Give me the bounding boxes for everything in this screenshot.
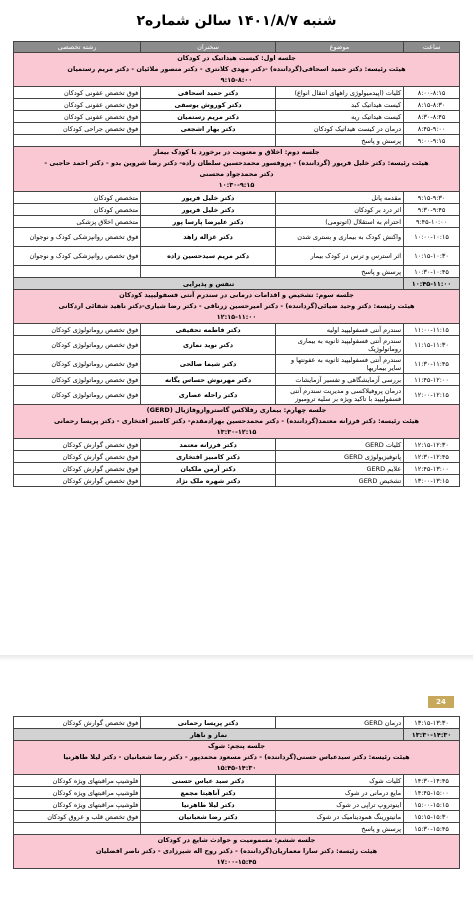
table-row: [14, 247, 460, 266]
session-header-line: هیئت رئیسه: دکتر خلیل فریور (گرداننده) - پروفسور محمدحسین سلطان زاده- دکتر رضا شروین بدو - دکتر احمد حاجبی -: [44, 159, 429, 167]
session-header-cell: [14, 147, 460, 192]
cell-topic: احترام به استقلال (اتونومی): [275, 216, 403, 228]
session-header-line: جلسه ششم: مسمومیت و حوادث شایع در کودکان: [157, 836, 316, 844]
session-header-cell: [14, 835, 460, 869]
cell-specialty: فوق تخصص گوارش کودکان: [14, 475, 141, 487]
table-row: [14, 228, 460, 247]
cell-time: ۱۲:۴۵-۱۳:۰۰: [404, 463, 460, 475]
session-header-row: [14, 835, 460, 869]
table-row: [14, 475, 460, 487]
page-title: شنبه ۱۴۰۱/۸/۷ سالن شماره۲: [136, 13, 337, 29]
cell-specialty: متخصص کودکان: [14, 192, 141, 204]
cell-time: ۹:۳۰-۹:۴۵: [404, 204, 460, 216]
table-row: [14, 811, 460, 823]
cell-time: ۱۵:۰۰-۱۵:۱۵: [404, 799, 460, 811]
column-header-time: ساعت: [404, 42, 460, 53]
table-row: [14, 374, 460, 386]
break-row: [14, 278, 460, 290]
cell-time: ۱۱:۱۵-۱۱:۳۰: [404, 336, 460, 355]
cell-speaker: دکتر سید عباس حسنی: [141, 775, 276, 787]
table-row: [14, 775, 460, 787]
cell-speaker: دکتر علیرضا پارسا پور: [141, 216, 276, 228]
cell-speaker: دکتر شهره ملک نژاد: [141, 475, 276, 487]
session-header-line: ۱۰:۳۰-۹:۱۵: [218, 181, 255, 189]
cell-specialty: فوق تخصص عفونی کودکان: [14, 111, 141, 123]
session-header-row: [14, 290, 460, 324]
cell-speaker: دکتر مریم رستمیان: [141, 111, 276, 123]
schedule-table-page2: [13, 716, 460, 869]
cell-time: ۸:۳۰-۸:۴۵: [404, 111, 460, 123]
cell-time: ۱۳:۱۵-۱۳:۳۰: [404, 717, 460, 729]
cell-specialty: فوق تخصص گوارش کودکان: [14, 463, 141, 475]
table-row: [14, 87, 460, 99]
cell-time: ۱۰:۰۰-۱۰:۱۵: [404, 228, 460, 247]
session-header-line: هیئت رئیسه: دکتر سارا معماریان(گرداننده) - دکتر روح اله شیرزادی - دکتر ناصر افضلیان: [95, 847, 378, 855]
cell-time: ۸:۰۰-۸:۱۵: [404, 87, 460, 99]
cell-specialty: فوق تخصص قلب و عروق کودکان: [14, 811, 141, 823]
cell-specialty: فوق تخصص روماتولوژی کودکان: [14, 355, 141, 374]
cell-topic: مانیتورینگ همودینامیک در شوک: [275, 811, 403, 823]
cell-time: ۱۵:۱۵-۱۵:۳۰: [404, 811, 460, 823]
cell-specialty: فوق تخصص روماتولوژی کودکان: [14, 336, 141, 355]
cell-time: ۱۴:۴۵-۱۵:۰۰: [404, 787, 460, 799]
session-header-row: [14, 147, 460, 192]
cell-specialty: فوق تخصص گوارش کودکان: [14, 451, 141, 463]
cell-time: ۹:۱۵-۹:۳۰: [404, 192, 460, 204]
table-row: [14, 204, 460, 216]
cell-speaker: دکتر لیلا طاهرنیا: [141, 799, 276, 811]
cell-topic: درمان GERD: [275, 717, 403, 729]
table-row: [14, 355, 460, 374]
cell-time: ۱۲:۳۰-۱۲:۴۵: [404, 451, 460, 463]
cell-specialty: [14, 823, 141, 835]
cell-speaker: [141, 266, 276, 278]
session-header-line: دکتر محمدجواد محسنی: [199, 170, 274, 178]
break-time: ۱۳:۳۰-۱۴:۳۰: [404, 729, 460, 741]
break-label: تنفس و پذیرایی: [14, 278, 404, 290]
cell-speaker: [141, 823, 276, 835]
cell-topic: علایم GERD: [275, 463, 403, 475]
table-row: [14, 324, 460, 336]
table-row: [14, 717, 460, 729]
session-header-line: جلسه اول: کیست هیداتیک در کودکان: [177, 54, 296, 62]
table-row: [14, 135, 460, 147]
cell-specialty: فوق تخصص روماتولوژی کودکان: [14, 386, 141, 405]
cell-topic: اثر درد بر کودکان: [275, 204, 403, 216]
cell-speaker: [141, 135, 276, 147]
schedule-body-page1: [14, 53, 460, 487]
cell-speaker: دکتر پریسا رحمانی: [141, 717, 276, 729]
cell-topic: بررسی آزمایشگاهی و تفسیر آزمایشات: [275, 374, 403, 386]
session-header-row: [14, 53, 460, 87]
cell-speaker: دکتر حمید اسحاقی: [141, 87, 276, 99]
cell-topic: پاتوفیزیولوژی GERD: [275, 451, 403, 463]
table-row: [14, 463, 460, 475]
column-header-specialty: رشته تخصصی: [14, 42, 141, 53]
cell-topic: کلیات (اپیدمیولوژی راههای انتقال انواع): [275, 87, 403, 99]
schedule-table-page1: [13, 41, 460, 487]
cell-topic: سندرم آنتی فسفولیپید ثانویه به عفونتها و سایر بیماریها: [275, 355, 403, 374]
cell-specialty: فوق تخصص عفونی کودکان: [14, 87, 141, 99]
cell-topic: سندرم آنتی فسفولیپید اولیه: [275, 324, 403, 336]
cell-topic: واکنش کودک به بیماری و بستری شدن: [275, 228, 403, 247]
cell-speaker: دکتر مریم سیدحسین زاده: [141, 247, 276, 266]
column-header-speaker: سخنران: [141, 42, 276, 53]
cell-specialty: فوق تخصص جراحی کودکان: [14, 123, 141, 135]
cell-specialty: [14, 266, 141, 278]
cell-speaker: دکتر مهرنوش حساس یگانه: [141, 374, 276, 386]
page-number-badge: 24: [428, 696, 454, 708]
cell-speaker: دکتر آناهیتا مجمع: [141, 787, 276, 799]
cell-time: ۱۵:۳۰-۱۵:۴۵: [404, 823, 460, 835]
cell-topic: پرسش و پاسخ: [275, 135, 403, 147]
cell-topic: مایع درمانی در شوک: [275, 787, 403, 799]
cell-specialty: [14, 135, 141, 147]
session-header-row: [14, 741, 460, 775]
cell-topic: پرسش و پاسخ: [275, 266, 403, 278]
session-header-line: جلسه سوم: تشخیص و اقدامات درمانی در سندرم آنتی فسفولیپید کودکان: [119, 291, 354, 299]
cell-speaker: دکتر شیما صالحی: [141, 355, 276, 374]
cell-specialty: فلوشیپ مراقبتهای ویژه کودکان: [14, 775, 141, 787]
cell-time: ۹:۴۵-۱۰:۰۰: [404, 216, 460, 228]
table-row: [14, 799, 460, 811]
table-row: [14, 216, 460, 228]
session-header-line: جلسه پنجم: شوک: [207, 742, 266, 750]
cell-time: ۱۱:۴۵-۱۲:۰۰: [404, 374, 460, 386]
cell-time: ۹:۰۰-۹:۱۵: [404, 135, 460, 147]
table-row: [14, 192, 460, 204]
table-row: [14, 111, 460, 123]
schedule-body-page2: [14, 717, 460, 869]
cell-time: ۱۱:۰۰-۱۱:۱۵: [404, 324, 460, 336]
cell-topic: کلیات شوک: [275, 775, 403, 787]
table-row: [14, 336, 460, 355]
cell-speaker: دکتر فاطمه تحقیقی: [141, 324, 276, 336]
cell-specialty: فوق تخصص عفونی کودکان: [14, 99, 141, 111]
cell-time: ۱۰:۳۰-۱۰:۴۵: [404, 266, 460, 278]
cell-specialty: متخصص کودکان: [14, 204, 141, 216]
cell-topic: کیست هیداتیک ریه: [275, 111, 403, 123]
cell-topic: تشخیص GERD: [275, 475, 403, 487]
cell-topic: پرسش و پاسخ: [275, 823, 403, 835]
cell-speaker: دکتر بهار اشجعی: [141, 123, 276, 135]
cell-speaker: دکتر رضا شعبانیان: [141, 811, 276, 823]
session-header-line: هیئت رئیسه: دکتر فرزانه معتمد(گرداننده) - دکتر محمدحسین بهزادمقدم- دکتر کامبیز افتخاری - دکتر پریسا رحمانی: [53, 417, 420, 425]
cell-topic: اثر استرس و ترس در کودک بیمار: [275, 247, 403, 266]
session-header-line: ۹:۱۵-۸:۰۰: [220, 76, 253, 84]
cell-specialty: فوق تخصص روماتولوژی کودکان: [14, 374, 141, 386]
table-row: [14, 787, 460, 799]
cell-time: ۱۳:۰۰-۱۳:۱۵: [404, 475, 460, 487]
cell-time: ۸:۴۵-۹:۰۰: [404, 123, 460, 135]
cell-specialty: فوق تخصص گوارش کودکان: [14, 717, 141, 729]
cell-speaker: دکتر کامبیز افتخاری: [141, 451, 276, 463]
session-header-line: هیئت رئیسه: دکتر وحید ضیائی(گرداننده) - دکتر امیرحسین زرناقی - دکتر رضا شیاری-دکتر ناهید شفائی اردکانی: [58, 302, 415, 310]
cell-specialty: فوق تخصص روماتولوژی کودکان: [14, 324, 141, 336]
cell-topic: سندرم آنتی فسفولیپید ثانویه به بیماری روماتولوژیک: [275, 336, 403, 355]
cell-speaker: دکتر کوروش یوسفی: [141, 99, 276, 111]
session-header-line: هیئت رئیسه: دکتر سیدعباس حسنی(گرداننده) - دکتر مسعود محمدپور - دکتر رضا شعبانیان - دکتر لیلا طاهرنیا: [63, 753, 410, 761]
session-header-cell: [14, 405, 460, 439]
cell-specialty: فلوشیپ مراقبتهای ویژه کودکان: [14, 799, 141, 811]
cell-speaker: دکتر خلیل فریور: [141, 204, 276, 216]
table-row: [14, 266, 460, 278]
cell-specialty: متخصص اخلاق پزشکی: [14, 216, 141, 228]
table-row: [14, 439, 460, 451]
page-break-shadow: [0, 655, 473, 661]
cell-topic: اینوتروپ تراپی در شوک: [275, 799, 403, 811]
cell-time: ۸:۱۵-۸:۳۰: [404, 99, 460, 111]
column-header-topic: موضوع: [275, 42, 403, 53]
cell-topic: درمان در کیست هیداتیک کودکان: [275, 123, 403, 135]
table-row: [14, 451, 460, 463]
session-header-line: ۱۳:۳۰-۱۲:۱۵: [216, 428, 257, 436]
session-header-line: جلسه چهارم: بیماری رفلاکس گاستروازوفاژیال (GERD): [146, 406, 327, 414]
cell-specialty: فوق تخصص روانپزشکی کودک و نوجوان: [14, 228, 141, 247]
cell-speaker: دکتر خلیل فریور: [141, 192, 276, 204]
break-row: [14, 729, 460, 741]
cell-specialty: فلوشیپ مراقبتهای ویژه کودکان: [14, 787, 141, 799]
table-row: [14, 123, 460, 135]
cell-speaker: دکتر غزاله زاهد: [141, 228, 276, 247]
cell-specialty: فوق تخصص روانپزشکی کودک و نوجوان: [14, 247, 141, 266]
cell-time: ۱۴:۳۰-۱۴:۴۵: [404, 775, 460, 787]
cell-speaker: دکتر آرمن ملکیان: [141, 463, 276, 475]
session-header-row: [14, 405, 460, 439]
session-header-cell: [14, 53, 460, 87]
cell-specialty: فوق تخصص گوارش کودکان: [14, 439, 141, 451]
cell-time: ۱۲:۱۵-۱۲:۳۰: [404, 439, 460, 451]
session-header-line: ۱۵:۴۵-۱۴:۳۰: [216, 764, 257, 772]
cell-topic: درمان پروفیلاکسی و مدیریت سندرم آنتی فسفولیپید با تاکید ویژه بر سلیه ترومبوز: [275, 386, 403, 405]
session-header-line: هیئت رئیسه: دکتر حمید اسحاقی(گرداننده) -دکتر مهدی کلانتری - دکتر منصور ملائیان - دکتر مریم رستمیان: [67, 65, 406, 73]
break-label: نماز و ناهار: [14, 729, 404, 741]
session-header-line: جلسه دوم: اخلاق و معنویت در برخورد با کودک بیمار: [153, 148, 320, 156]
cell-time: ۱۲:۰۰-۱۲:۱۵: [404, 386, 460, 405]
session-header-line: ۱۷:۰۰-۱۵:۴۵: [216, 858, 257, 866]
session-header-cell: [14, 290, 460, 324]
table-row: [14, 99, 460, 111]
table-row: [14, 823, 460, 835]
cell-time: ۱۱:۳۰-۱۱:۴۵: [404, 355, 460, 374]
cell-speaker: دکتر نوید نمازی: [141, 336, 276, 355]
cell-time: ۱۰:۱۵-۱۰:۳۰: [404, 247, 460, 266]
cell-speaker: دکتر راحله عصاری: [141, 386, 276, 405]
cell-topic: کیست هیداتیک کبد: [275, 99, 403, 111]
cell-topic: مقدمه پانل: [275, 192, 403, 204]
table-header-row: [14, 42, 460, 53]
session-header-line: ۱۲:۱۵-۱۱:۰۰: [216, 313, 257, 321]
table-row: [14, 386, 460, 405]
cell-speaker: دکتر فرزانه معتمد: [141, 439, 276, 451]
cell-topic: کلیات GERD: [275, 439, 403, 451]
break-time: ۱۰:۴۵-۱۱:۰۰: [404, 278, 460, 290]
session-header-cell: [14, 741, 460, 775]
